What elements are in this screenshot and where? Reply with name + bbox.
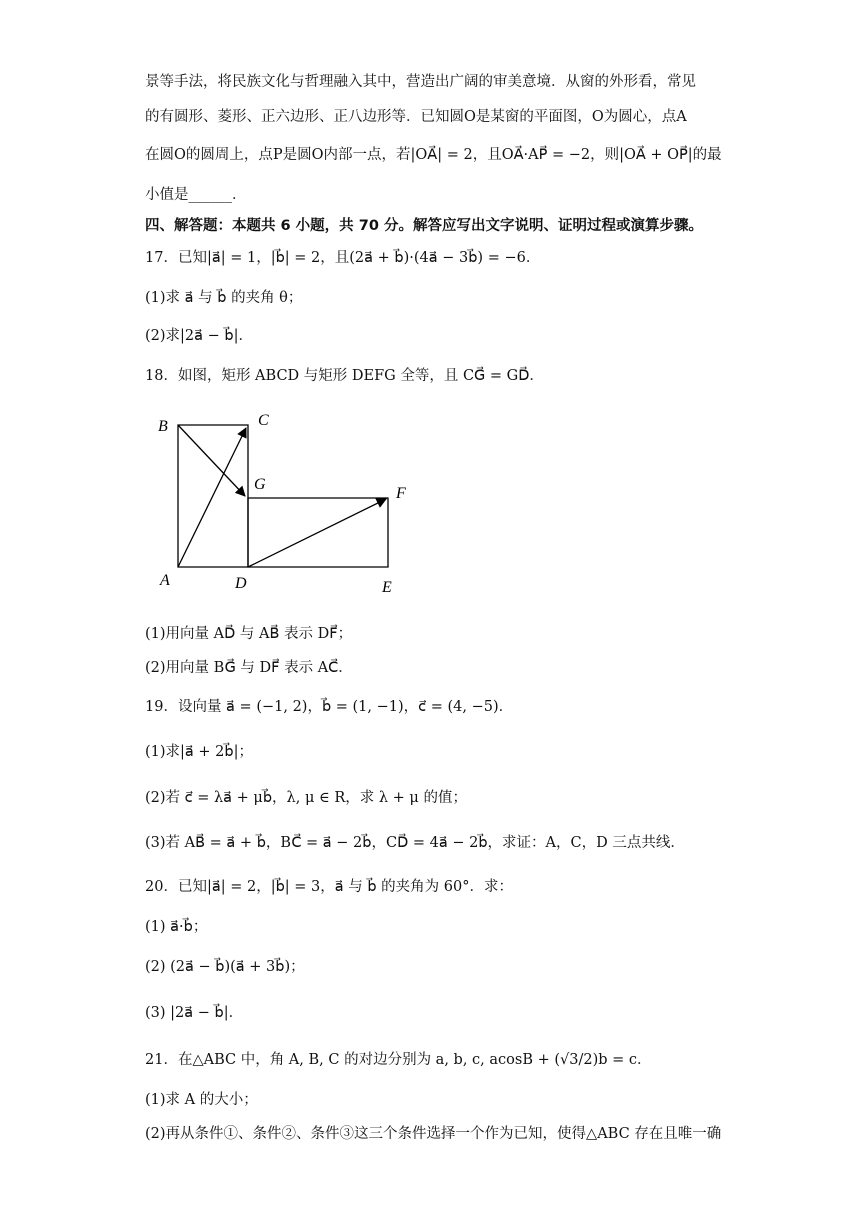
question-17-part-1: (1)求 a⃗ 与 b⃗ 的夹角 θ； [145, 290, 303, 306]
question-18-part-2: (2)用向量 BG⃗ 与 DF⃗ 表示 AC⃗． [145, 660, 353, 676]
question-21-part-1: (1)求 A 的大小； [145, 1092, 258, 1108]
rectangle-vector-figure [150, 405, 420, 605]
label-g: G [254, 476, 266, 493]
question-19-part-2: (2)若 c⃗ = λa⃗ + μb⃗，λ, μ ∈ R，求 λ + μ 的值； [145, 790, 467, 806]
question-17-part-2: (2)求|2a⃗ − b⃗|． [145, 328, 253, 344]
vector-df [248, 499, 386, 567]
label-f: F [396, 485, 406, 502]
label-b: B [158, 418, 168, 435]
text-line: 小值是______． [145, 187, 247, 203]
question-20-part-3: (3) |2a⃗ − b⃗|． [145, 1005, 244, 1021]
label-a: A [160, 572, 170, 589]
label-e: E [382, 579, 392, 596]
label-d: D [235, 575, 247, 592]
question-19: 19．设向量 a⃗ = (−1, 2)，b⃗ = (1, −1)，c⃗ = (4, −5)． [145, 699, 514, 715]
question-21-part-2: (2)再从条件①、条件②、条件③这三个条件选择一个作为已知，使得△ABC 存在且唯一确 [145, 1126, 722, 1142]
vector-ac [178, 428, 246, 567]
question-20-part-2: (2) (2a⃗ − b⃗)(a⃗ + 3b⃗)； [145, 959, 305, 975]
question-19-part-1: (1)求|a⃗ + 2b⃗|； [145, 744, 253, 760]
question-21: 21．在△ABC 中，角 A, B, C 的对边分别为 a, b, c, acosB + (√3/2)b = c． [145, 1052, 652, 1068]
question-17: 17．已知|a⃗| = 1，|b⃗| = 2，且(2a⃗ + b⃗)·(4a⃗ − 3b⃗) = −6． [145, 250, 541, 266]
text-line: 景等手法，将民族文化与哲理融入其中，营造出广阔的审美意境．从窗的外形看，常见 [145, 74, 696, 90]
question-19-part-3: (3)若 AB⃗ = a⃗ + b⃗，BC⃗ = a⃗ − 2b⃗，CD⃗ = 4a⃗ − 2b⃗，求证：A，C，D 三点共线． [145, 835, 685, 851]
section-heading: 四、解答题：本题共 6 小题，共 70 分。解答应写出文字说明、证明过程或演算步骤。 [145, 218, 703, 234]
text-line: 在圆O的圆周上，点P是圆O内部一点，若|OA⃗| = 2，且OA⃗·AP⃗ = −2，则|OA⃗ + OP⃗|的最 [145, 147, 722, 163]
text-line: 的有圆形、菱形、正六边形、正八边形等．已知圆O是某窗的平面图，O为圆心，点A [145, 109, 687, 125]
question-20-part-1: (1) a⃗·b⃗； [145, 919, 208, 935]
question-20: 20．已知|a⃗| = 2，|b⃗| = 3，a⃗ 与 b⃗ 的夹角为 60°．求： [145, 879, 513, 895]
question-18-part-1: (1)用向量 AD⃗ 与 AB⃗ 表示 DF⃗； [145, 626, 353, 642]
question-18: 18．如图，矩形 ABCD 与矩形 DEFG 全等，且 CG⃗ = GD⃗． [145, 368, 544, 384]
vector-bg [178, 425, 245, 496]
label-c: C [258, 412, 269, 429]
